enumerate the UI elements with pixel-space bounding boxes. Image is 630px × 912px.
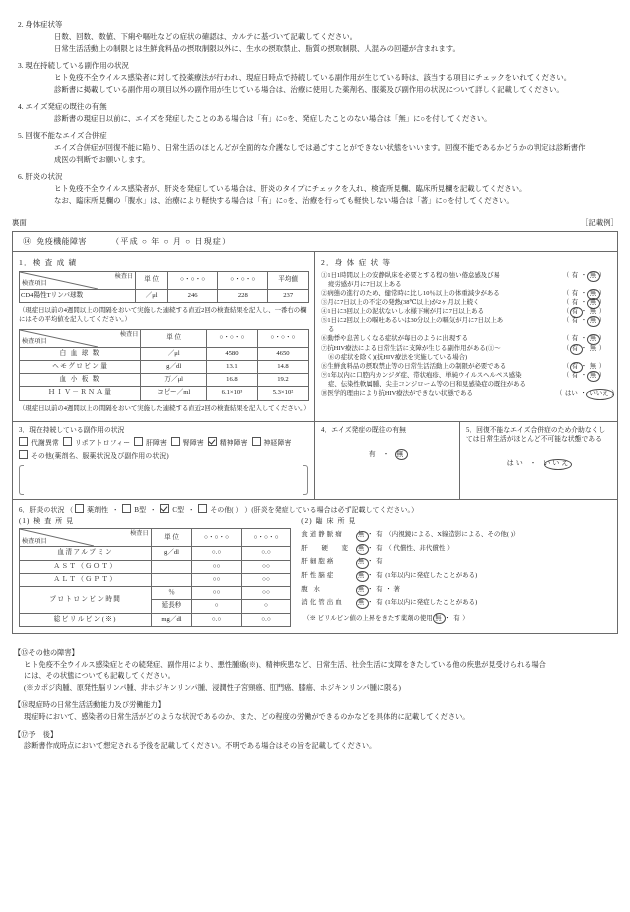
cell-unit: mg／dl bbox=[151, 613, 192, 626]
option-no[interactable]: 無 bbox=[435, 614, 442, 622]
symptom-text-cont: る bbox=[328, 326, 335, 334]
cell-value-1: 6.1×10³ bbox=[206, 387, 257, 400]
clinical-finding-row: 肝性脳症 無 ・ 有 (1年以内に発症したことがある) bbox=[301, 569, 611, 583]
symptom-text-cont: 疲労感が月に7日以上ある bbox=[328, 280, 402, 288]
section-2-physical-symptoms bbox=[315, 252, 617, 421]
col-header-unit: 単 位 bbox=[141, 329, 206, 347]
checkbox-label: 代謝異常 bbox=[31, 439, 59, 447]
cell-unit: ／μl bbox=[136, 289, 168, 302]
table-row bbox=[20, 573, 291, 586]
instruction-heading: 5. 回復不能なエイズ合併症 bbox=[18, 130, 107, 140]
section-1-heading: 1．検 査 成 績 bbox=[19, 257, 78, 267]
cell-unit: g／dl bbox=[151, 547, 192, 560]
table-row bbox=[20, 347, 309, 360]
checkbox-option[interactable] bbox=[134, 440, 167, 447]
symptom-answer[interactable]: （ 有 ・ 無 ） bbox=[562, 299, 606, 307]
corner-bottom-label: 検査項目 bbox=[22, 280, 47, 288]
table-header-row bbox=[20, 271, 309, 289]
checkbox-icon[interactable] bbox=[19, 437, 28, 446]
col-header-date2: ○・○・○ bbox=[218, 271, 268, 289]
cell-average: 237 bbox=[268, 289, 309, 302]
cell-value-1: 4580 bbox=[206, 347, 257, 360]
corner-bottom-label: 検査項目 bbox=[22, 537, 47, 545]
note-line: (※カポジ肉腫、原発性脳リンパ腫、非ホジキンリンパ腫、浸潤性子宮頸癌、肛門癌、膝癌、ホジキンリンパ腫に限る) bbox=[24, 683, 401, 692]
section-5-heading: 5．回復不能なエイズ合併症のため介助なくしては日常生活がほとんど不可能な状態である bbox=[465, 426, 606, 443]
subsection-1-heading: (1) 検 査 所 見 bbox=[19, 517, 75, 526]
symptom-answer[interactable]: （ 有 ・ 無 ） bbox=[562, 317, 606, 325]
symptom-answer[interactable]: （ 有 ・ 無 ） bbox=[562, 271, 606, 279]
checkbox-option[interactable] bbox=[208, 440, 248, 447]
col-header-date2: ○・○・○ bbox=[257, 329, 308, 347]
corner-top-label: 検査日 bbox=[130, 530, 149, 538]
option-はい[interactable]: はい bbox=[565, 390, 578, 397]
row-label: ヘモグロビン量 bbox=[20, 360, 141, 373]
clinical-finding-row: 腹 水 無 ・ 有 ・ 著 bbox=[301, 583, 611, 597]
option-有[interactable]: 有 bbox=[376, 544, 383, 552]
cell-value-2: ○○ bbox=[241, 587, 290, 600]
cell-unit: 万／μl bbox=[141, 374, 206, 387]
checkbox-label: リポアトロフィー bbox=[74, 439, 131, 447]
cd4-table bbox=[19, 271, 309, 303]
checkbox-label: 精神障害 bbox=[219, 439, 248, 447]
table-row bbox=[20, 374, 309, 387]
checkbox-icon[interactable] bbox=[252, 437, 261, 446]
table-row bbox=[20, 547, 291, 560]
symptom-text: ⑦抗HIV療法による日常生活に支障が生じる副作用がある(①～ bbox=[321, 344, 501, 352]
option-有[interactable]: 有 bbox=[571, 308, 579, 316]
finding-label: 消化管出血 bbox=[301, 599, 344, 607]
option-有[interactable]: 有 bbox=[571, 344, 579, 352]
corner-cell bbox=[20, 271, 136, 289]
symptom-text: ①1日1時間以上の安静臥床を必要とする程の強い倦怠感及び易 bbox=[321, 271, 500, 279]
option-いいえ[interactable]: いいえ bbox=[589, 390, 609, 397]
symptom-text: ③月に7日以上の不定の発熱(38℃以上)が2ヶ月以上続く bbox=[321, 299, 480, 307]
option-無[interactable]: 無 bbox=[357, 569, 366, 583]
hepatitis-type-option[interactable] bbox=[75, 507, 108, 514]
checkbox-label: 肝障害 bbox=[146, 439, 168, 447]
clinical-findings-list bbox=[301, 528, 611, 609]
option-有[interactable]: 有 bbox=[376, 531, 383, 539]
symptom-item bbox=[321, 334, 612, 343]
option-無[interactable]: 無 bbox=[357, 555, 366, 569]
symptom-text: ⑨1年以内に口腔内カンジダ症、帯状疱疹、単純ウイルスヘルペス感染 bbox=[321, 371, 522, 379]
option-有[interactable]: 有 bbox=[571, 362, 579, 370]
section-6-heading bbox=[19, 504, 611, 514]
section-6-hepatitis bbox=[13, 499, 617, 632]
cell-value-2: 5.3×10² bbox=[257, 387, 308, 400]
cell-value-2: ○.○ bbox=[241, 547, 290, 560]
option-有[interactable]: 有 bbox=[571, 289, 579, 297]
option-yes[interactable]: 有 bbox=[453, 614, 460, 622]
blood-test-table bbox=[19, 329, 309, 401]
cell-value-2: ○.○ bbox=[241, 613, 290, 626]
option-no[interactable]: 無 bbox=[396, 449, 406, 458]
cell-unit: 延長秒 bbox=[151, 600, 192, 613]
cell-value-1: ○ bbox=[192, 600, 241, 613]
checkbox-label: その他(薬剤名、服薬状況及び副作用の状況) bbox=[31, 453, 169, 461]
cell-value-2: ○○ bbox=[241, 560, 290, 573]
option-無[interactable]: 無 bbox=[589, 308, 597, 316]
checkbox-icon[interactable] bbox=[208, 437, 217, 446]
option-無[interactable]: 無 bbox=[357, 528, 366, 542]
blood-test-body bbox=[20, 347, 309, 400]
cell-value-1: 16.8 bbox=[206, 374, 257, 387]
option-有[interactable]: 有 bbox=[376, 571, 383, 579]
symptom-answer[interactable]: （ 有 ・ 無 ） bbox=[562, 289, 606, 297]
bilirubin-note bbox=[301, 613, 611, 622]
table-row bbox=[20, 360, 309, 373]
finding-suffix: ・ 著 bbox=[385, 585, 400, 593]
instruction-line: エイズ合併症が回復不能に陥り、日常生活のほとんどが全面的な介護なしでは過ごすことができない状態をいいます。回復不能であるかどうかの判定は診断書作 bbox=[54, 142, 586, 152]
symptom-text: ⑤1日に2回以上の嘔吐あるいは30分以上の嘔気が月に7日以上あ bbox=[321, 317, 504, 325]
option-無[interactable]: 無 bbox=[589, 299, 597, 307]
current-date-line: （平成 ○ 年 ○ 月 ○ 日現症） bbox=[111, 236, 232, 246]
page-title: 免疫機能障害 bbox=[36, 236, 87, 246]
symptom-text: ②病態の進行のため、健常時に比し10％以上の体重減少がある bbox=[321, 289, 500, 297]
section-1-note-1: （現症日以前の4週間以上の間隔をおいて実施した連続する直近2回の検査結果を記入し、一番右の欄にはその平均値を記入してください。） bbox=[19, 307, 307, 324]
option-有[interactable]: 有 bbox=[571, 317, 579, 325]
symptom-list bbox=[321, 271, 618, 398]
cell-unit: ％ bbox=[151, 587, 192, 600]
corner-cell bbox=[20, 529, 152, 547]
cell-value-1: ○○ bbox=[192, 560, 241, 573]
symptom-text: ⑥動悸や息苦しくなる症状が毎日のように出現する bbox=[321, 335, 468, 343]
section-5-answer[interactable] bbox=[466, 458, 611, 468]
section-6-heading-prefix: 6．肝炎の状況 （ bbox=[19, 507, 74, 515]
symptom-answer[interactable]: （ 有 ・ 無 ） bbox=[562, 344, 606, 352]
checkbox-label: 腎障害 bbox=[182, 439, 204, 447]
sheet-header bbox=[0, 207, 630, 231]
instruction-heading: 3. 現在持続している副作用の状況 bbox=[18, 60, 129, 70]
section-6-heading-suffix: ） ）(肝炎を発症している場合は必ず記載してください。） bbox=[235, 507, 419, 515]
corner-top-label: 検査日 bbox=[114, 272, 134, 280]
option-無[interactable]: 無 bbox=[357, 596, 366, 610]
table-row bbox=[20, 289, 309, 302]
instruction-line: ヒト免疫不全ウイルス感染者が、肝炎を発症している場合は、肝炎のタイプにチェックを入れ、検査所見欄、臨床所見欄を記載してください。 bbox=[54, 183, 527, 193]
separator: ・ bbox=[382, 449, 392, 458]
checkbox-option-other[interactable] bbox=[19, 450, 308, 463]
option-無[interactable]: 無 bbox=[589, 371, 597, 379]
option-有[interactable]: 有 bbox=[376, 558, 383, 566]
table-header-row bbox=[20, 529, 291, 547]
col-header-average: 平均値 bbox=[268, 271, 309, 289]
option-no[interactable]: いいえ bbox=[543, 459, 571, 468]
sections-3-4-5-row bbox=[13, 421, 617, 500]
table-row bbox=[20, 560, 291, 573]
finding-label: 肝 硬 変 bbox=[301, 544, 354, 552]
row-label: 白 血 球 数 bbox=[20, 347, 141, 360]
cell-value-1: 246 bbox=[168, 289, 218, 302]
option-無[interactable]: 無 bbox=[589, 271, 597, 279]
option-有[interactable]: 有 bbox=[571, 371, 579, 379]
instruction-heading: 6. 肝炎の状況 bbox=[18, 171, 63, 181]
col-header-date1: ○・○・○ bbox=[206, 329, 257, 347]
finding-suffix: (1年以内に発症したことがある) bbox=[385, 599, 478, 607]
symptom-text-cont: ⑥の症状を除く)(抗HIV療法を実施している場合) bbox=[328, 353, 468, 361]
side-effect-checkbox-group[interactable] bbox=[19, 437, 308, 463]
checkbox-label: その他( bbox=[210, 507, 234, 515]
option-yes[interactable]: はい bbox=[506, 459, 525, 468]
option-有[interactable]: 有 bbox=[376, 599, 383, 607]
symptom-item bbox=[321, 371, 612, 380]
checkbox-option[interactable] bbox=[63, 440, 130, 447]
checkbox-label: C型 bbox=[172, 507, 185, 515]
instruction-line: 成医の判断でお願いします。 bbox=[54, 154, 150, 164]
cell-unit: g／dl bbox=[141, 360, 206, 373]
checkbox-icon[interactable] bbox=[160, 504, 169, 513]
note-heading: 【⑰予 後】 bbox=[14, 730, 58, 739]
checkbox-label: 神経障害 bbox=[263, 439, 292, 447]
symptom-answer[interactable]: （ 有 ・ 無 ） bbox=[562, 371, 606, 379]
note-line: ヒト免疫不全ウイルス感染症とその続発症、副作用により、悪性腫瘍(※)、精神疾患など、日常生活、社会生活に支障をきたしている他の疾患が見受けられる場合 bbox=[24, 660, 546, 669]
option-無[interactable]: 無 bbox=[357, 542, 366, 556]
separator: ・ bbox=[529, 459, 539, 468]
cell-value-2: ○ bbox=[241, 600, 290, 613]
symptom-text: ⑧生鮮食料品の摂取禁止等の日常生活活動上の制限が必要である bbox=[321, 362, 507, 370]
instruction-line: 診断書に掲載している副作用の項目以外の副作用が生じている場合は、治療に使用した薬剤名、服薬及び副作用の状況について詳しく記載してください。 bbox=[54, 84, 564, 94]
col-header-unit: 単 位 bbox=[151, 529, 192, 547]
row-label: CD4陽性Tリンパ球数 bbox=[20, 289, 136, 302]
note-heading: 【⑯現症時の日常生活活動能力及び労働能力】 bbox=[14, 701, 165, 710]
corner-cell bbox=[20, 329, 141, 347]
instruction-heading: 4. エイズ発症の既往の有無 bbox=[18, 101, 107, 111]
symptom-item bbox=[321, 316, 612, 325]
hepatitis-type-option[interactable] bbox=[122, 507, 146, 514]
row-label: ＨＩＶ－ＲＮＡ量 bbox=[20, 387, 141, 400]
form-box bbox=[12, 231, 618, 634]
row-label: プロトロンビン時間 bbox=[20, 587, 152, 613]
finding-suffix: （内視鏡による、X線造影による、その他( )） bbox=[385, 531, 520, 539]
symptom-answer[interactable]: （ 有 ・ 無 ） bbox=[562, 308, 606, 316]
cell-value-1: 13.1 bbox=[206, 360, 257, 373]
finding-label: 肝細胞癌 bbox=[301, 558, 336, 566]
option-無[interactable]: 無 bbox=[357, 583, 366, 597]
cell-value-2: 14.8 bbox=[257, 360, 308, 373]
symptom-answer[interactable]: （ はい ・ いいえ ） bbox=[556, 390, 618, 397]
section-6-columns bbox=[19, 516, 611, 626]
checkbox-option[interactable] bbox=[19, 440, 59, 447]
row-label: 血清アルブミン bbox=[20, 547, 152, 560]
hepatitis-type-option[interactable] bbox=[198, 507, 233, 514]
col-header-date2: ○・○・○ bbox=[241, 529, 290, 547]
hepatitis-exam-table bbox=[19, 528, 291, 626]
bracket-right bbox=[303, 465, 308, 495]
section-6-exam-findings bbox=[19, 516, 297, 626]
checkbox-icon[interactable] bbox=[63, 437, 72, 446]
cell-value-1: ○○ bbox=[192, 573, 241, 586]
form-title-row bbox=[13, 232, 617, 252]
separator: ・ bbox=[444, 614, 453, 622]
option-有[interactable]: 有 bbox=[571, 271, 579, 279]
symptom-item bbox=[321, 271, 612, 280]
checkbox-icon[interactable] bbox=[171, 437, 180, 446]
section-3-side-effects bbox=[13, 422, 315, 500]
symptom-item bbox=[321, 362, 612, 371]
instructions-block bbox=[0, 0, 630, 207]
option-無[interactable]: 無 bbox=[589, 362, 597, 370]
example-label: ［記載例］ bbox=[581, 217, 618, 227]
checkbox-option[interactable] bbox=[252, 440, 292, 447]
upper-columns bbox=[13, 252, 617, 421]
section-4-heading: 4．エイズ発症の既往の有無 bbox=[321, 426, 406, 434]
finding-label: 肝性脳症 bbox=[301, 571, 336, 579]
col-header-unit: 単 位 bbox=[136, 271, 168, 289]
section-1-test-results bbox=[13, 252, 315, 421]
cell-value-2: 19.2 bbox=[257, 374, 308, 387]
cell-value-1: ○.○ bbox=[192, 547, 241, 560]
checkbox-icon[interactable] bbox=[75, 504, 84, 513]
instruction-line: なお、臨床所見欄の「腹水」は、治療により軽快する場合は「有」に○を、治療を行っても軽快しない場合は「著」に○を付してください。 bbox=[54, 195, 514, 205]
finding-label: 食道静脈瘤 bbox=[301, 531, 344, 539]
symptom-text: ④1日に3回以上の泥状ないし水様下痢が月に7日以上ある bbox=[321, 308, 484, 316]
table-row bbox=[20, 613, 291, 626]
row-label: ＡＬＴ（ＧＰＴ） bbox=[20, 573, 152, 586]
option-無[interactable]: 無 bbox=[589, 335, 597, 343]
checkbox-label: 薬剤性 bbox=[87, 507, 109, 515]
bracket-left bbox=[19, 465, 24, 495]
symptom-item bbox=[321, 289, 612, 298]
symptom-item bbox=[321, 298, 612, 307]
checkbox-icon[interactable] bbox=[198, 504, 207, 513]
clinical-finding-row: 肝 硬 変 無 ・ 有 （ 代償性、非代償性 ） bbox=[301, 542, 611, 556]
instruction-line: 日数、回数、数値、下痢や嘔吐などの症状の確認は、カルテに基づいて記載してください。 bbox=[54, 31, 358, 41]
option-有[interactable]: 有 bbox=[571, 335, 579, 343]
bilirubin-note-suffix: ） bbox=[462, 614, 469, 622]
row-label: ＡＳＴ（ＧＯＴ） bbox=[20, 560, 152, 573]
option-無[interactable]: 無 bbox=[589, 317, 597, 325]
clinical-finding-row: 消化管出血 無 ・ 有 (1年以内に発症したことがある) bbox=[301, 596, 611, 610]
hepatitis-type-group[interactable]: 薬剤性 ・ B型 ・ C型 ・ その他( bbox=[75, 507, 234, 514]
table-row bbox=[20, 387, 309, 400]
cell-value-1: ○○ bbox=[192, 587, 241, 600]
instruction-line: ヒト免疫不全ウイルス感染者に対して投薬療法が行われ、現症日時点で持続している副作用が生じている時は、該当する項目にチェックをいれてください。 bbox=[54, 72, 572, 82]
col-header-date1: ○・○・○ bbox=[192, 529, 241, 547]
cell-value-2: 4650 bbox=[257, 347, 308, 360]
section-2-heading: 2．身 体 症 状 等 bbox=[321, 257, 392, 267]
section-3-heading: 3．現在持続している副作用の状況 bbox=[19, 426, 125, 434]
col-header-date1: ○・○・○ bbox=[168, 271, 218, 289]
note-line: には、その状態についても記載してください。 bbox=[24, 672, 175, 681]
option-有[interactable]: 有 bbox=[376, 585, 383, 593]
option-yes[interactable]: 有 bbox=[368, 449, 378, 458]
checkbox-label: B型 bbox=[134, 507, 147, 515]
checkbox-icon[interactable] bbox=[122, 504, 131, 513]
table-row bbox=[20, 587, 291, 600]
option-無[interactable]: 無 bbox=[589, 289, 597, 297]
row-label: 総ビリルビン(※) bbox=[20, 613, 152, 626]
section-5-irreversible-complication bbox=[460, 422, 617, 500]
row-label: 血 小 板 数 bbox=[20, 374, 141, 387]
symptom-item bbox=[321, 389, 618, 398]
symptom-answer[interactable]: （ 有 ・ 無 ） bbox=[562, 362, 606, 370]
hepatitis-type-option[interactable] bbox=[160, 507, 184, 514]
section-4-aids-history bbox=[315, 422, 460, 500]
checkbox-icon[interactable] bbox=[134, 437, 143, 446]
section-4-answer[interactable] bbox=[321, 449, 453, 459]
instruction-line: 日常生活活動上の制限とは生鮮食料品の摂取制限以外に、生水の摂取禁止、脂質の摂取制限、人混みの回避が含まれます。 bbox=[54, 43, 460, 53]
cell-value-2: ○○ bbox=[241, 573, 290, 586]
section-number: ⑭ bbox=[23, 236, 32, 246]
note-line: 現症時において、感染者の日常生活がどのような状況であるのか、また、どの程度の労働ができるのかなどを具体的に記載してください。 bbox=[24, 713, 470, 722]
side-label: 裏面 bbox=[12, 217, 27, 227]
symptom-text: ⑩医学的理由により抗HIV療法ができない状態である bbox=[321, 390, 473, 397]
free-text-area[interactable] bbox=[19, 465, 308, 495]
symptom-answer[interactable]: （ 有 ・ 無 ） bbox=[562, 335, 606, 343]
cell-unit: ／μl bbox=[141, 347, 206, 360]
section-6-clinical-findings bbox=[297, 516, 611, 626]
subsection-2-heading: (2) 臨 床 所 見 bbox=[301, 517, 357, 526]
checkbox-icon[interactable] bbox=[19, 450, 28, 459]
corner-top-label: 検査日 bbox=[119, 330, 139, 338]
cell-value-1: ○.○ bbox=[192, 613, 241, 626]
option-無[interactable]: 無 bbox=[589, 344, 597, 352]
symptom-text-cont: 症、伝染性軟属腫、尖圭コンジローム等の日和見感染症の既往がある bbox=[328, 380, 526, 388]
cell-unit bbox=[151, 560, 192, 573]
symptom-item bbox=[321, 344, 612, 353]
cell-value-2: 228 bbox=[218, 289, 268, 302]
bottom-notes bbox=[0, 634, 630, 753]
symptom-item bbox=[321, 307, 612, 316]
cell-unit: コピー／ml bbox=[141, 387, 206, 400]
checkbox-option[interactable] bbox=[171, 440, 204, 447]
instruction-heading: 2. 身体症状等 bbox=[18, 20, 63, 29]
clinical-finding-row: 肝細胞癌 無 ・ 有 bbox=[301, 555, 611, 569]
note-line: 診断書作成時点において想定される予後を記載してください。不明である場合はその旨を記載してください。 bbox=[24, 742, 377, 751]
hepatitis-exam-body bbox=[20, 547, 291, 626]
clinical-finding-row: 食道静脈瘤 無 ・ 有 （内視鏡による、X線造影による、その他( )） bbox=[301, 528, 611, 542]
table-header-row bbox=[20, 329, 309, 347]
instruction-line: 診断書の現症日以前に、エイズを発症したことのある場合は「有」に○を、発症したことのない場合は「無」に○を付してください。 bbox=[54, 113, 492, 123]
section-1-note-2: （現症日以前の4週間以上の間隔をおいて実施した連続する直近2回の検査結果を記入してください。） bbox=[19, 404, 310, 412]
cell-unit bbox=[151, 573, 192, 586]
bilirubin-note-prefix: （※ ビリルビン値の上昇をきたす薬剤の使用 bbox=[303, 614, 435, 622]
finding-suffix: （ 代償性、非代償性 ） bbox=[385, 544, 454, 552]
note-heading: 【⑮その他の障害】 bbox=[14, 648, 79, 657]
option-有[interactable]: 有 bbox=[571, 299, 579, 307]
finding-label: 腹 水 bbox=[301, 585, 322, 593]
corner-bottom-label: 検査項目 bbox=[22, 337, 47, 345]
finding-suffix: (1年以内に発症したことがある) bbox=[385, 571, 478, 579]
